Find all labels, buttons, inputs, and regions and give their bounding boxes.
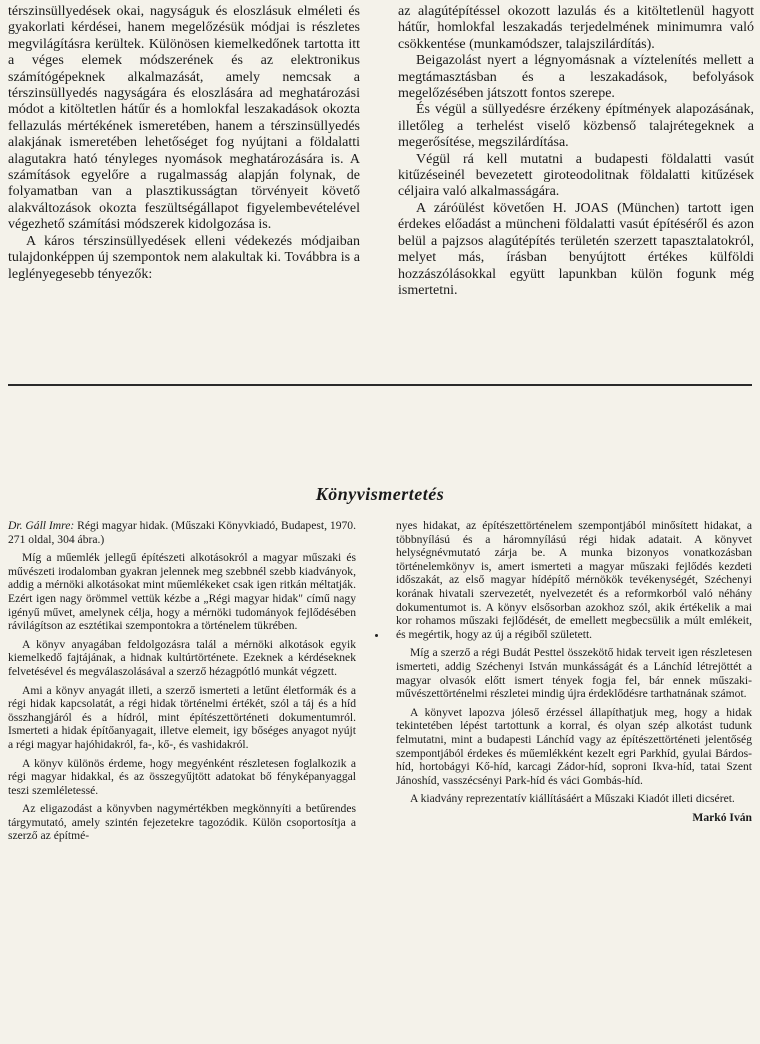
paragraph: És végül a süllyedésre érzékeny építmények alapozásának, illetőleg a terhelést viselő közbenső talajrétegeknek a megerősítése, megszilárdítása. [398, 102, 754, 151]
paragraph: A könyv különös érdeme, hogy megyénként részletesen foglalkozik a régi magyar hidakkal, és az összegyűjtött adatokat bő fényképanyaggal teszi szemléletessé. [8, 756, 356, 797]
review-author-signature: Markó Iván [692, 810, 752, 824]
paragraph: nyes hidakat, az építészettörténelem szempontjából minősített hidakat, a többnyílású és a háromnyílású régi hidak adatait. A könyvet helységnévmutató zárja be. A munka bizonyos vonatkozásban történelemkönyv is, amert ismerteti a magyar műszaki fejlődés kezdeti időszakát, az első magyar hídépítő mérnökök tevékenységét, Széchenyi korának hivatali szervezetét, nyelvezetét és a reformkorból való néhány dokumentumot is. A könyv elsősorban azokhoz szól, akik értékelik a mai kor rohamos műszaki fejlődését, de emellett megbecsülik a múlt emlékeit, és megértik, hogy az új a régiből született. [396, 519, 752, 641]
review-right-column [396, 519, 752, 824]
citation-details: Régi magyar hidak. (Műszaki Könyvkiadó, Budapest, 1970. 271 oldal, 304 ábra.) [8, 519, 356, 546]
paragraph: A káros térszinsüllyedések elleni védekezés módjaiban tulajdonképpen új szempontok nem alakultak ki. Továbbra is a leglényegesebb tényezők: [8, 233, 360, 282]
paragraph: A záróülést követően H. JOAS (München) tartott igen érdekes előadást a müncheni földalatti vasút építéséről és azon belül a pajzsos alagútépítés területén szerzett tapasztalatokról, melyet más, írásban benyújtott értékes külföldi hozzászólásokkal együtt lapunkban külön fogunk még ismertetni. [398, 200, 754, 298]
paragraph: Beigazolást nyert a légnyomásnak a víztelenítés mellett a megtámasztásban és a leszakadások, befolyások megelőzésében játszott fontos szerepe. [398, 53, 754, 102]
section-heading: Könyvismertetés [315, 484, 445, 504]
paragraph: az alagútépítéssel okozott lazulás és a kitöltetlenül hagyott hátűr, homlokfal leszakadás terjedelmének minimumra való csökkentése (munkamódszer, talajszilárdítás). [398, 4, 754, 52]
top-article-left-column [8, 4, 360, 283]
citation-author: Dr. Gáll Imre: [8, 519, 75, 532]
book-citation [8, 519, 356, 546]
paragraph: A könyv anyagában feldolgozásra talál a mérnöki alkotások egyik kiemelkedő fajtájának, a hidnak kultúrtörténete. Ezeknek a kérdéseknek felvetésével és megválaszolásával a szerző hézagpótló munkát végzett. [8, 637, 356, 678]
paragraph: A kiadvány reprezentatív kiállításáért a Műszaki Kiadót illeti dicséret. [410, 792, 735, 806]
paragraph: Míg a szerző a régi Budát Pesttel összekötő hidak terveit igen részletesen ismerteti, addig Széchenyi István munkásságát és a Lánchíd létrejöttét a magyar olvasók előtt ismert tények fogja fel, bár ennek műszaki-művészettörténelmi részletei mindig újra érdeklődésre tarthatnának számot. [396, 646, 752, 701]
paragraph: Ami a könyv anyagát illeti, a szerző ismerteti a letűnt életformák és a régi hidak kapcsolatát, a régi hidak történelmi értékét, szól a táj és a híd összhangjáról és a hídról, mint építészettörténeti dokumentumról. Ismerteti a hidak építőanyagait, illetve elemeit, igy bőséges anyagot nyújt a régi magyar hajóhidakról, fa-, kő-, és vashidakról. [8, 683, 356, 751]
paragraph: A könyvet lapozva jóleső érzéssel állapíthatjuk meg, hogy a hidak tekintetében lépést tartottunk a korral, és olyan szép alkotást tudunk felmutatni, mint a budapesti Lánchíd vagy az építészettörténeti jelentőség szempontjából érdekes és műemlékként kezelt egri Parkhíd, gyulai Bárdos-híd, hortobágyi Kő-híd, karcagi Zádor-híd, soproni Ikva-híd, tatai Szent Jánoshíd, vasszécsényi Park-híd és váci Gombás-híd. [396, 705, 752, 787]
section-divider [8, 384, 752, 386]
paragraph: térszinsüllyedések okai, nagyságuk és eloszlásuk elméleti és gyakorlati kérdései, hanem megelőzésük módjai is részletes megvilágításra kerültek. Különösen kiemelkedőnek tartotta itt a véges elemek módszerének és az elektronikus számítógépeknek alkalmazását, amely nemcsak a térszinsüllyedés nagyságára és eloszlására ad meghatározási módot a kitöltetlen hátűr és a homlokfal leszakadások okozta fellazulás mértékének ismeretében, hanem a térszinsüllyedés alakjának ismeretében lehetőséget fog nyújtani a földalatti alagutakra ható tényleges nyomások meghatározására is. A számítások egyelőre a rugalmasság alapján folynak, de folyamatban van a plasztikusságtan törvényeit követő alakváltozások okozta feszültségállapot figyelembevételével végezhető számítási módszerek kidolgozása is. [8, 4, 360, 233]
paragraph: Végül rá kell mutatni a budapesti földalatti vasút kitűzéseinél bevezetett giroteodolitnak földalatti kitűzések céljaira való alkalmasságára. [398, 151, 754, 200]
top-article-right-column [398, 4, 754, 299]
print-speck [375, 634, 378, 637]
paragraph: Az eligazodást a könyvben nagymértékben megkönnyíti a betűrendes tárgymutató, amely szintén fejezetekre tagozódik. Külön csoportosítja a szerző az építmé- [8, 802, 356, 843]
paragraph: Míg a műemlék jellegű építészeti alkotásokról a magyar műszaki és művészeti irodalomban gyakran jelennek meg szebbnél szebb kiadványok, addig a mérnöki alkotásokat mint műemlékeket csak igen ritkán méltatják. Ezért igen nagy örömmel vettük kézbe a „Régi magyar hidak" című nagy igényű művet, amelynek célja, hogy a mérnöki tudományok fejlődésében rávilágítson az esztétikai szempontokra a történelem tükrében. [8, 551, 356, 633]
review-left-column [8, 519, 356, 848]
